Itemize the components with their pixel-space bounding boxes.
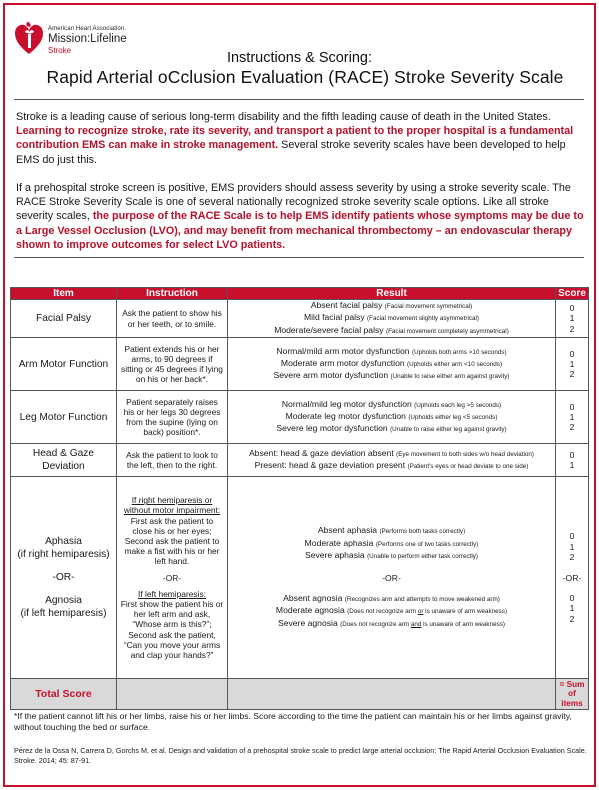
score-value: 1 — [569, 603, 575, 614]
total-empty-instruction — [117, 679, 228, 710]
scores-arm-motor — [556, 338, 589, 391]
item-or: -OR- — [52, 572, 75, 584]
row-aphasia-agnosia — [11, 477, 589, 679]
result-line — [231, 370, 552, 382]
result-note: (Performs both tasks correctly) — [379, 528, 466, 536]
results-agnosia — [231, 593, 552, 630]
row-facial-palsy — [11, 300, 589, 338]
scores-agnosia — [559, 593, 585, 624]
score-value: 0 — [569, 531, 575, 542]
results-or: -OR- — [382, 572, 401, 583]
table-header-row — [11, 288, 589, 300]
result-line — [231, 399, 552, 411]
result-note: (Facial movement slightly asymmetrical) — [367, 315, 480, 323]
score-value: 0 — [569, 449, 575, 460]
highlighted-text: the purpose of the RACE Scale is to help EMS identify patients whose symptoms may be due to a Large Vessel Occlusion (LVO), and may benefit from mechanical thrombectomy – an endovascular therapy shown to improve outcomes for select LVO patients. — [16, 210, 584, 251]
result-line — [231, 460, 552, 472]
result-label: Moderate aphasia — [304, 537, 376, 548]
instruction-or: -OR- — [162, 572, 182, 583]
result-note: (Facial movement symmetrical) — [384, 303, 473, 310]
result-label: Absent aphasia — [317, 525, 380, 536]
score-value: 0 — [569, 401, 575, 412]
score-value: 2 — [569, 369, 575, 380]
results-aphasia — [231, 525, 552, 562]
score-value: 1 — [569, 359, 575, 370]
result-line — [231, 605, 552, 617]
item-agnosia-qualifier: (if left hemiparesis) — [20, 608, 107, 620]
scores-facial-palsy — [556, 300, 589, 338]
score-value: 1 — [569, 541, 575, 552]
result-line — [231, 346, 552, 358]
instruction-aphasia-body: First ask the patient to close his or her eyes; Second ask the patient to make a fist with his or her left hand. — [124, 515, 220, 567]
result-label: Severe leg motor dysfunction — [276, 423, 391, 434]
result-label: Moderate/severe facial palsy — [274, 324, 386, 335]
result-label: Severe arm motor dysfunction — [273, 370, 391, 381]
item-aphasia-agnosia — [11, 477, 117, 679]
result-note: (Patient's eyes or head deviate to one side) — [407, 463, 529, 471]
body-text: Stroke is a leading cause of serious long-term disability and the fifth leading cause of death in the United States. — [16, 111, 551, 123]
score-value: 0 — [569, 592, 575, 603]
row-arm-motor — [11, 338, 589, 391]
result-label: Moderate agnosia — [275, 605, 348, 616]
instruction-agnosia-heading: If left hemiparesis: — [138, 588, 206, 599]
result-note: (Upholds each leg >5 seconds) — [414, 401, 502, 409]
result-line — [231, 525, 552, 537]
result-label: Normal/mild arm motor dysfunction — [276, 345, 412, 356]
result-note: (Performs one of two tasks correctly) — [375, 540, 479, 548]
result-label: Absent facial palsy — [310, 300, 385, 310]
results-leg-motor — [228, 391, 556, 444]
scores-leg-motor — [556, 391, 589, 444]
item-agnosia: Agnosia — [45, 595, 82, 607]
total-empty-result — [228, 679, 556, 710]
result-label: Absent agnosia — [283, 592, 345, 603]
result-line — [231, 312, 552, 324]
footnote: *If the patient cannot lift his or her limbs, raise his or her limbs. Score according to the time the patient can maintain his or her limbs against gravity, without touching the bed or surface. — [14, 711, 572, 732]
score-value: 2 — [569, 613, 575, 624]
highlighted-text: Learning to recognize stroke, rate its severity, and transport a patient to the proper hospital is a fundamental contribution EMS can make in stroke management. — [16, 125, 574, 152]
result-label: Present: head & gaze deviation present — [254, 460, 408, 471]
instruction-aphasia-heading: If right hemiparesis or without motor impairment: — [123, 495, 221, 516]
row-leg-motor — [11, 391, 589, 444]
result-line — [231, 300, 552, 312]
result-label: Severe agnosia — [278, 617, 341, 628]
results-facial-palsy — [228, 300, 556, 338]
result-label: Absent: head & gaze deviation absent — [248, 447, 397, 458]
item-head-gaze: Head & Gaze Deviation — [11, 444, 117, 477]
score-value: 1 — [569, 412, 575, 423]
result-line — [231, 593, 552, 605]
result-label: Normal/mild leg motor dysfunction — [281, 398, 415, 409]
instruction-head-gaze: Ask the patient to look to the left, then to the right. — [117, 444, 228, 477]
body-text: Several stroke severity scales have been developed to help EMS do just this. — [16, 139, 566, 166]
program-name: Mission:Lifeline — [48, 33, 127, 45]
result-label: Severe aphasia — [304, 550, 368, 561]
result-note: (Upholds either leg <5 seconds) — [408, 414, 498, 422]
item-facial-palsy: Facial Palsy — [11, 300, 117, 338]
result-note: (Does not recognize arm or is unaware of arm weakness) — [347, 608, 508, 616]
result-note: (Does not recognize arm and is unaware of arm weakness) — [340, 620, 505, 628]
header-result: Result — [228, 288, 556, 300]
result-line — [231, 325, 552, 337]
score-value: 0 — [569, 303, 575, 313]
item-aphasia-qualifier: (if right hemiparesis) — [17, 549, 110, 561]
row-head-gaze — [11, 444, 589, 477]
instruction-agnosia-body: First show the patient his or her left arm and ask, “Whose arm is this?”; Second ask the patient, “Can you move your arms and clap your hands?” — [120, 599, 224, 661]
title-line-1: Instructions & Scoring: — [226, 50, 373, 66]
result-note: (Facial movement completely asymmetrical) — [385, 327, 509, 335]
score-value: 2 — [569, 552, 575, 563]
result-label: Moderate arm motor dysfunction — [280, 358, 408, 369]
citation: Pérez de la Ossa N, Carrera D, Gorchs M, et al. Design and validation of a prehospital stroke scale to predict large arterial occlusion: The Rapid Arterial Occlusion Evaluation Scale. Stroke. 2014; 45: 87-91. — [14, 746, 587, 765]
score-value: 2 — [569, 422, 575, 433]
result-line — [231, 618, 552, 630]
result-note: (Unable to perform either task correctly) — [367, 553, 479, 561]
page-title: Rapid Arterial oCclusion Evaluation (RACE) Stroke Severity Scale — [46, 67, 564, 87]
intro-paragraph-2 — [16, 181, 584, 252]
result-note: (Upholds either arm <10 seconds) — [407, 361, 503, 369]
scores-aphasia-agnosia — [556, 477, 589, 679]
result-label: Mild facial palsy — [303, 312, 368, 323]
divider-mid — [14, 257, 584, 258]
result-note: (Recognizes arm and attempts to move weakened arm) — [344, 595, 500, 603]
result-line — [231, 423, 552, 435]
result-note: (Unable to raise either leg against gravity) — [390, 426, 507, 434]
results-arm-motor — [228, 338, 556, 391]
score-or: -OR- — [562, 572, 582, 583]
instruction-arm-motor: Patient extends his or her arms, to 90 degrees if sitting or 45 degrees if lying on his or her back*. — [117, 338, 228, 391]
score-value: 0 — [569, 348, 575, 359]
header-instruction: Instruction — [117, 288, 228, 300]
race-scale-table — [10, 287, 589, 710]
intro-paragraph-1 — [16, 110, 584, 167]
instruction-leg-motor: Patient separately raises his or her legs 30 degrees from the supine (lying on back) position*. — [117, 391, 228, 444]
result-line — [231, 411, 552, 423]
result-note: (Upholds both arms >10 seconds) — [411, 348, 507, 356]
header-score: Score — [556, 288, 589, 300]
result-line — [231, 538, 552, 550]
total-score-value: = Sum of items — [556, 679, 589, 710]
item-arm-motor: Arm Motor Function — [11, 338, 117, 391]
instruction-aphasia-agnosia — [117, 477, 228, 679]
row-total-score — [11, 679, 589, 710]
body-text: If a prehospital stroke screen is positive, EMS providers should assess severity by using a stroke severity scale. The RACE Stroke Severity Scale is one of several nationally recognized stroke severity scale options. Like all stroke severity scales, — [16, 182, 571, 223]
item-leg-motor: Leg Motor Function — [11, 391, 117, 444]
results-head-gaze — [228, 444, 556, 477]
scores-aphasia — [559, 531, 585, 562]
result-note: (Unable to raise either arm against gravity) — [390, 373, 510, 381]
item-aphasia: Aphasia — [45, 536, 82, 548]
instruction-facial-palsy: Ask the patient to show his or her teeth, or to smile. — [117, 300, 228, 338]
result-line — [231, 550, 552, 562]
result-line — [231, 358, 552, 370]
results-aphasia-agnosia — [228, 477, 556, 679]
result-note: (Eye movement to both sides w/o head deviation) — [396, 450, 535, 458]
score-value: 1 — [569, 313, 575, 324]
divider-top — [14, 99, 584, 100]
total-score-label: Total Score — [11, 679, 117, 710]
org-name: American Heart Association. — [48, 26, 127, 32]
result-label: Moderate leg motor dysfunction — [285, 411, 409, 422]
header-item: Item — [11, 288, 117, 300]
score-value: 1 — [569, 460, 575, 471]
result-line — [231, 448, 552, 460]
program-sub: Stroke — [48, 45, 72, 55]
scores-head-gaze — [556, 444, 589, 477]
score-value: 2 — [569, 323, 575, 334]
